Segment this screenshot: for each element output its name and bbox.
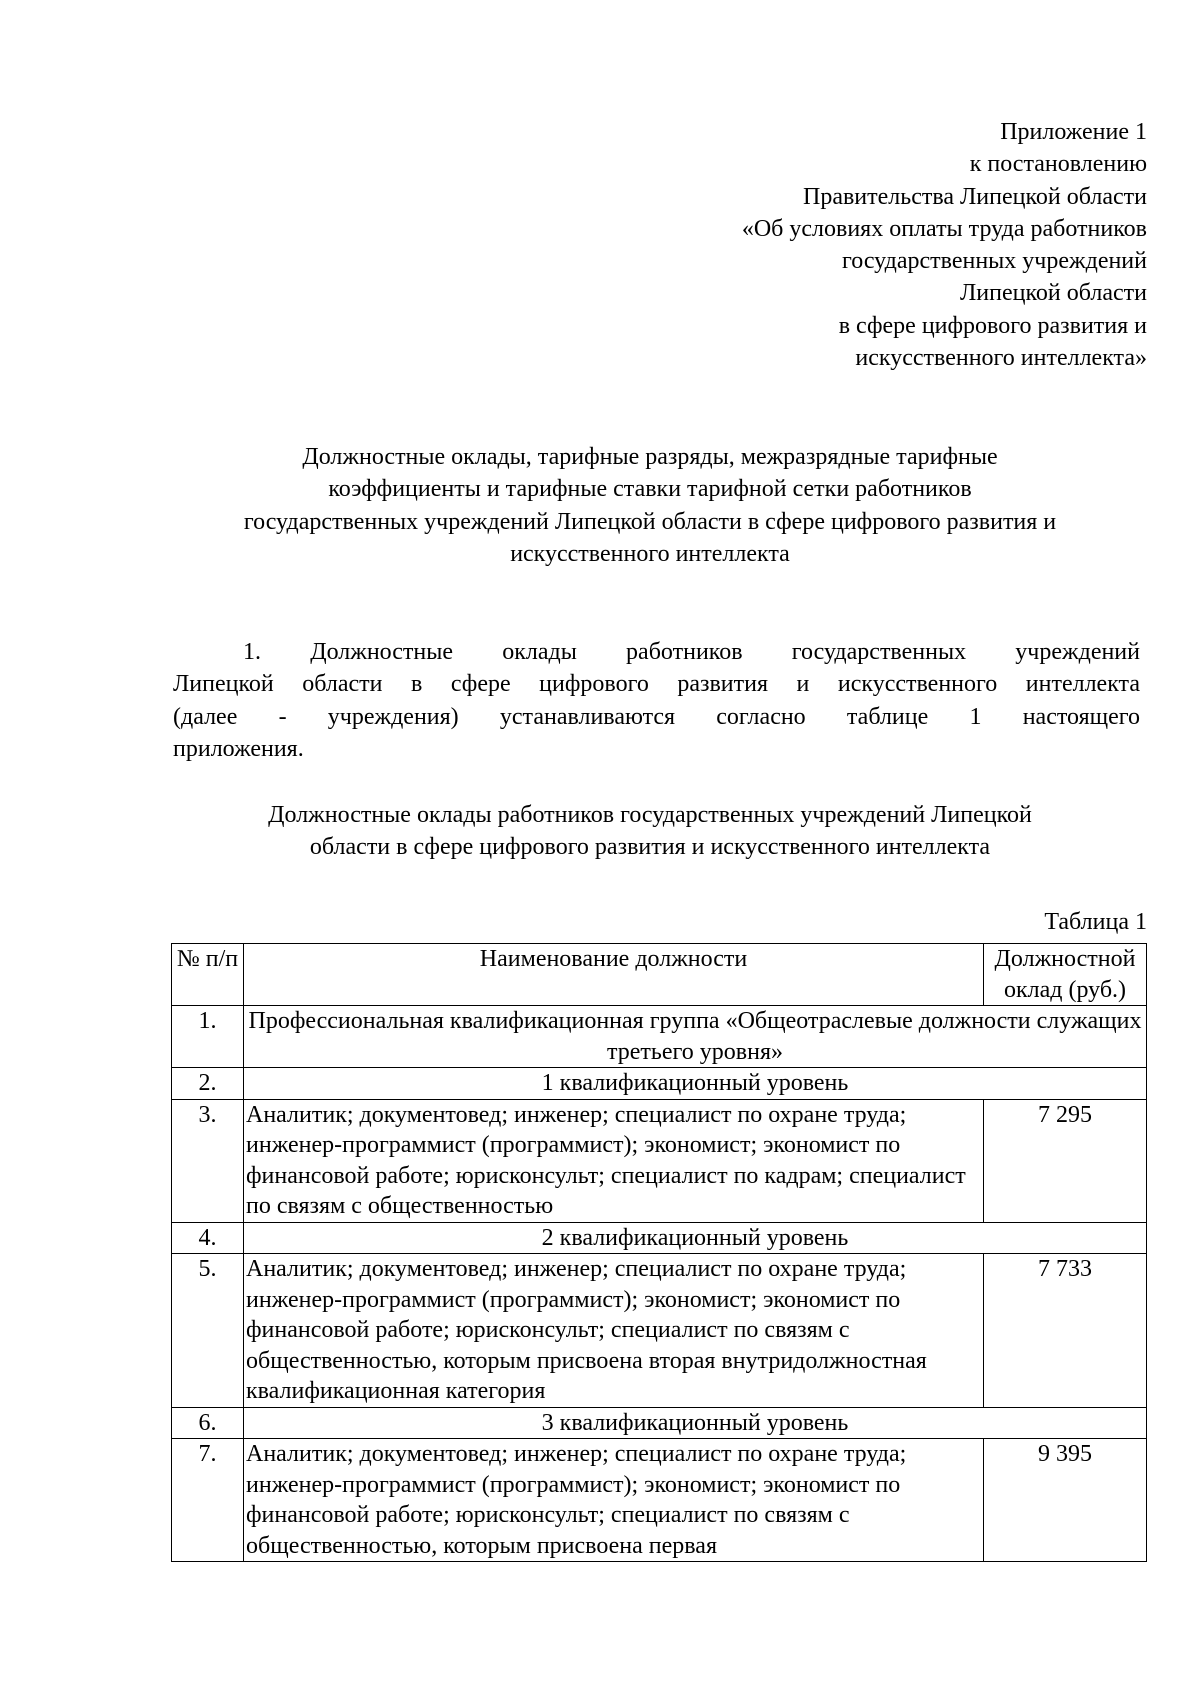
row-num: 2. xyxy=(172,1068,244,1100)
appendix-line: «Об условиях оплаты труда работников xyxy=(741,215,1147,242)
table-row xyxy=(172,1099,1147,1222)
salary-table xyxy=(171,943,1147,1562)
row-num: 3. xyxy=(172,1099,244,1222)
level-heading: 1 квалификационный уровень xyxy=(244,1068,1147,1100)
row-num: 7. xyxy=(172,1439,244,1562)
title-line: искусственного интеллекта xyxy=(510,540,790,567)
paragraph-1 xyxy=(173,636,1140,765)
salary-value: 7 733 xyxy=(984,1254,1147,1408)
header-position: Наименование должности xyxy=(244,944,984,1006)
appendix-line: в сфере цифрового развития и xyxy=(838,312,1147,339)
table-title-line: Должностные оклады работников государственных учреждений Липецкой xyxy=(268,802,1032,828)
row-num: 5. xyxy=(172,1254,244,1408)
row-num: 4. xyxy=(172,1222,244,1254)
salary-value: 7 295 xyxy=(984,1099,1147,1222)
salary-value: 9 395 xyxy=(984,1439,1147,1562)
table-row xyxy=(172,1407,1147,1439)
document-title xyxy=(160,441,1140,570)
table-row xyxy=(172,1254,1147,1408)
table-title-line: области в сфере цифрового развития и искусственного интеллекта xyxy=(309,834,991,861)
paragraph-line: 1. Должностные оклады работников государственных учреждений xyxy=(243,639,1140,665)
paragraph-line: Липецкой области в сфере цифрового развития и искусственного интеллекта xyxy=(173,671,1140,698)
appendix-line: Правительства Липецкой области xyxy=(802,183,1147,210)
paragraph-line: приложения. xyxy=(173,735,304,762)
table-row xyxy=(172,1439,1147,1562)
appendix-line: Липецкой области xyxy=(960,280,1147,307)
paragraph-line: (далее - учреждения) устанавливаются согласно таблице 1 настоящего xyxy=(173,703,1140,730)
level-heading: 2 квалификационный уровень xyxy=(244,1222,1147,1254)
appendix-line: Приложение 1 xyxy=(1000,119,1147,145)
group-heading: Профессиональная квалификационная группа «Общеотраслевые должности служащих третьего уровня» xyxy=(244,1006,1147,1068)
table-row xyxy=(172,1006,1147,1068)
table-title xyxy=(160,799,1140,864)
table-header-row xyxy=(172,944,1147,1006)
header-num: № п/п xyxy=(172,944,244,1006)
title-line: коэффициенты и тарифные ставки тарифной сетки работников xyxy=(328,476,972,503)
position-names: Аналитик; документовед; инженер; специалист по охране труда; инженер-программист (программист); экономист; экономист по финансовой работе; юрисконсульт; специалист по кадрам; специалист по связям с общественностью xyxy=(244,1099,984,1222)
appendix-line: искусственного интеллекта» xyxy=(855,345,1147,372)
appendix-header xyxy=(742,116,1147,374)
table-caption: Таблица 1 xyxy=(1044,909,1147,935)
row-num: 6. xyxy=(172,1407,244,1439)
title-line: Должностные оклады, тарифные разряды, межразрядные тарифные xyxy=(302,444,998,470)
table-row xyxy=(172,1068,1147,1100)
title-line: государственных учреждений Липецкой области в сфере цифрового развития и xyxy=(243,508,1057,535)
appendix-line: государственных учреждений xyxy=(841,248,1147,275)
header-salary: Должностной оклад (руб.) xyxy=(984,944,1147,1006)
table-row xyxy=(172,1222,1147,1254)
position-names: Аналитик; документовед; инженер; специалист по охране труда; инженер-программист (программист); экономист; экономист по финансовой работе; юрисконсульт; специалист по связям с общественностью, которым присвоена вторая внутридолжностная квалификационная категория xyxy=(244,1254,984,1408)
level-heading: 3 квалификационный уровень xyxy=(244,1407,1147,1439)
position-names: Аналитик; документовед; инженер; специалист по охране труда; инженер-программист (программист); экономист; экономист по финансовой работе; юрисконсульт; специалист по связям с общественностью, которым присвоена первая xyxy=(244,1439,984,1562)
appendix-line: к постановлению xyxy=(969,151,1147,178)
row-num: 1. xyxy=(172,1006,244,1068)
